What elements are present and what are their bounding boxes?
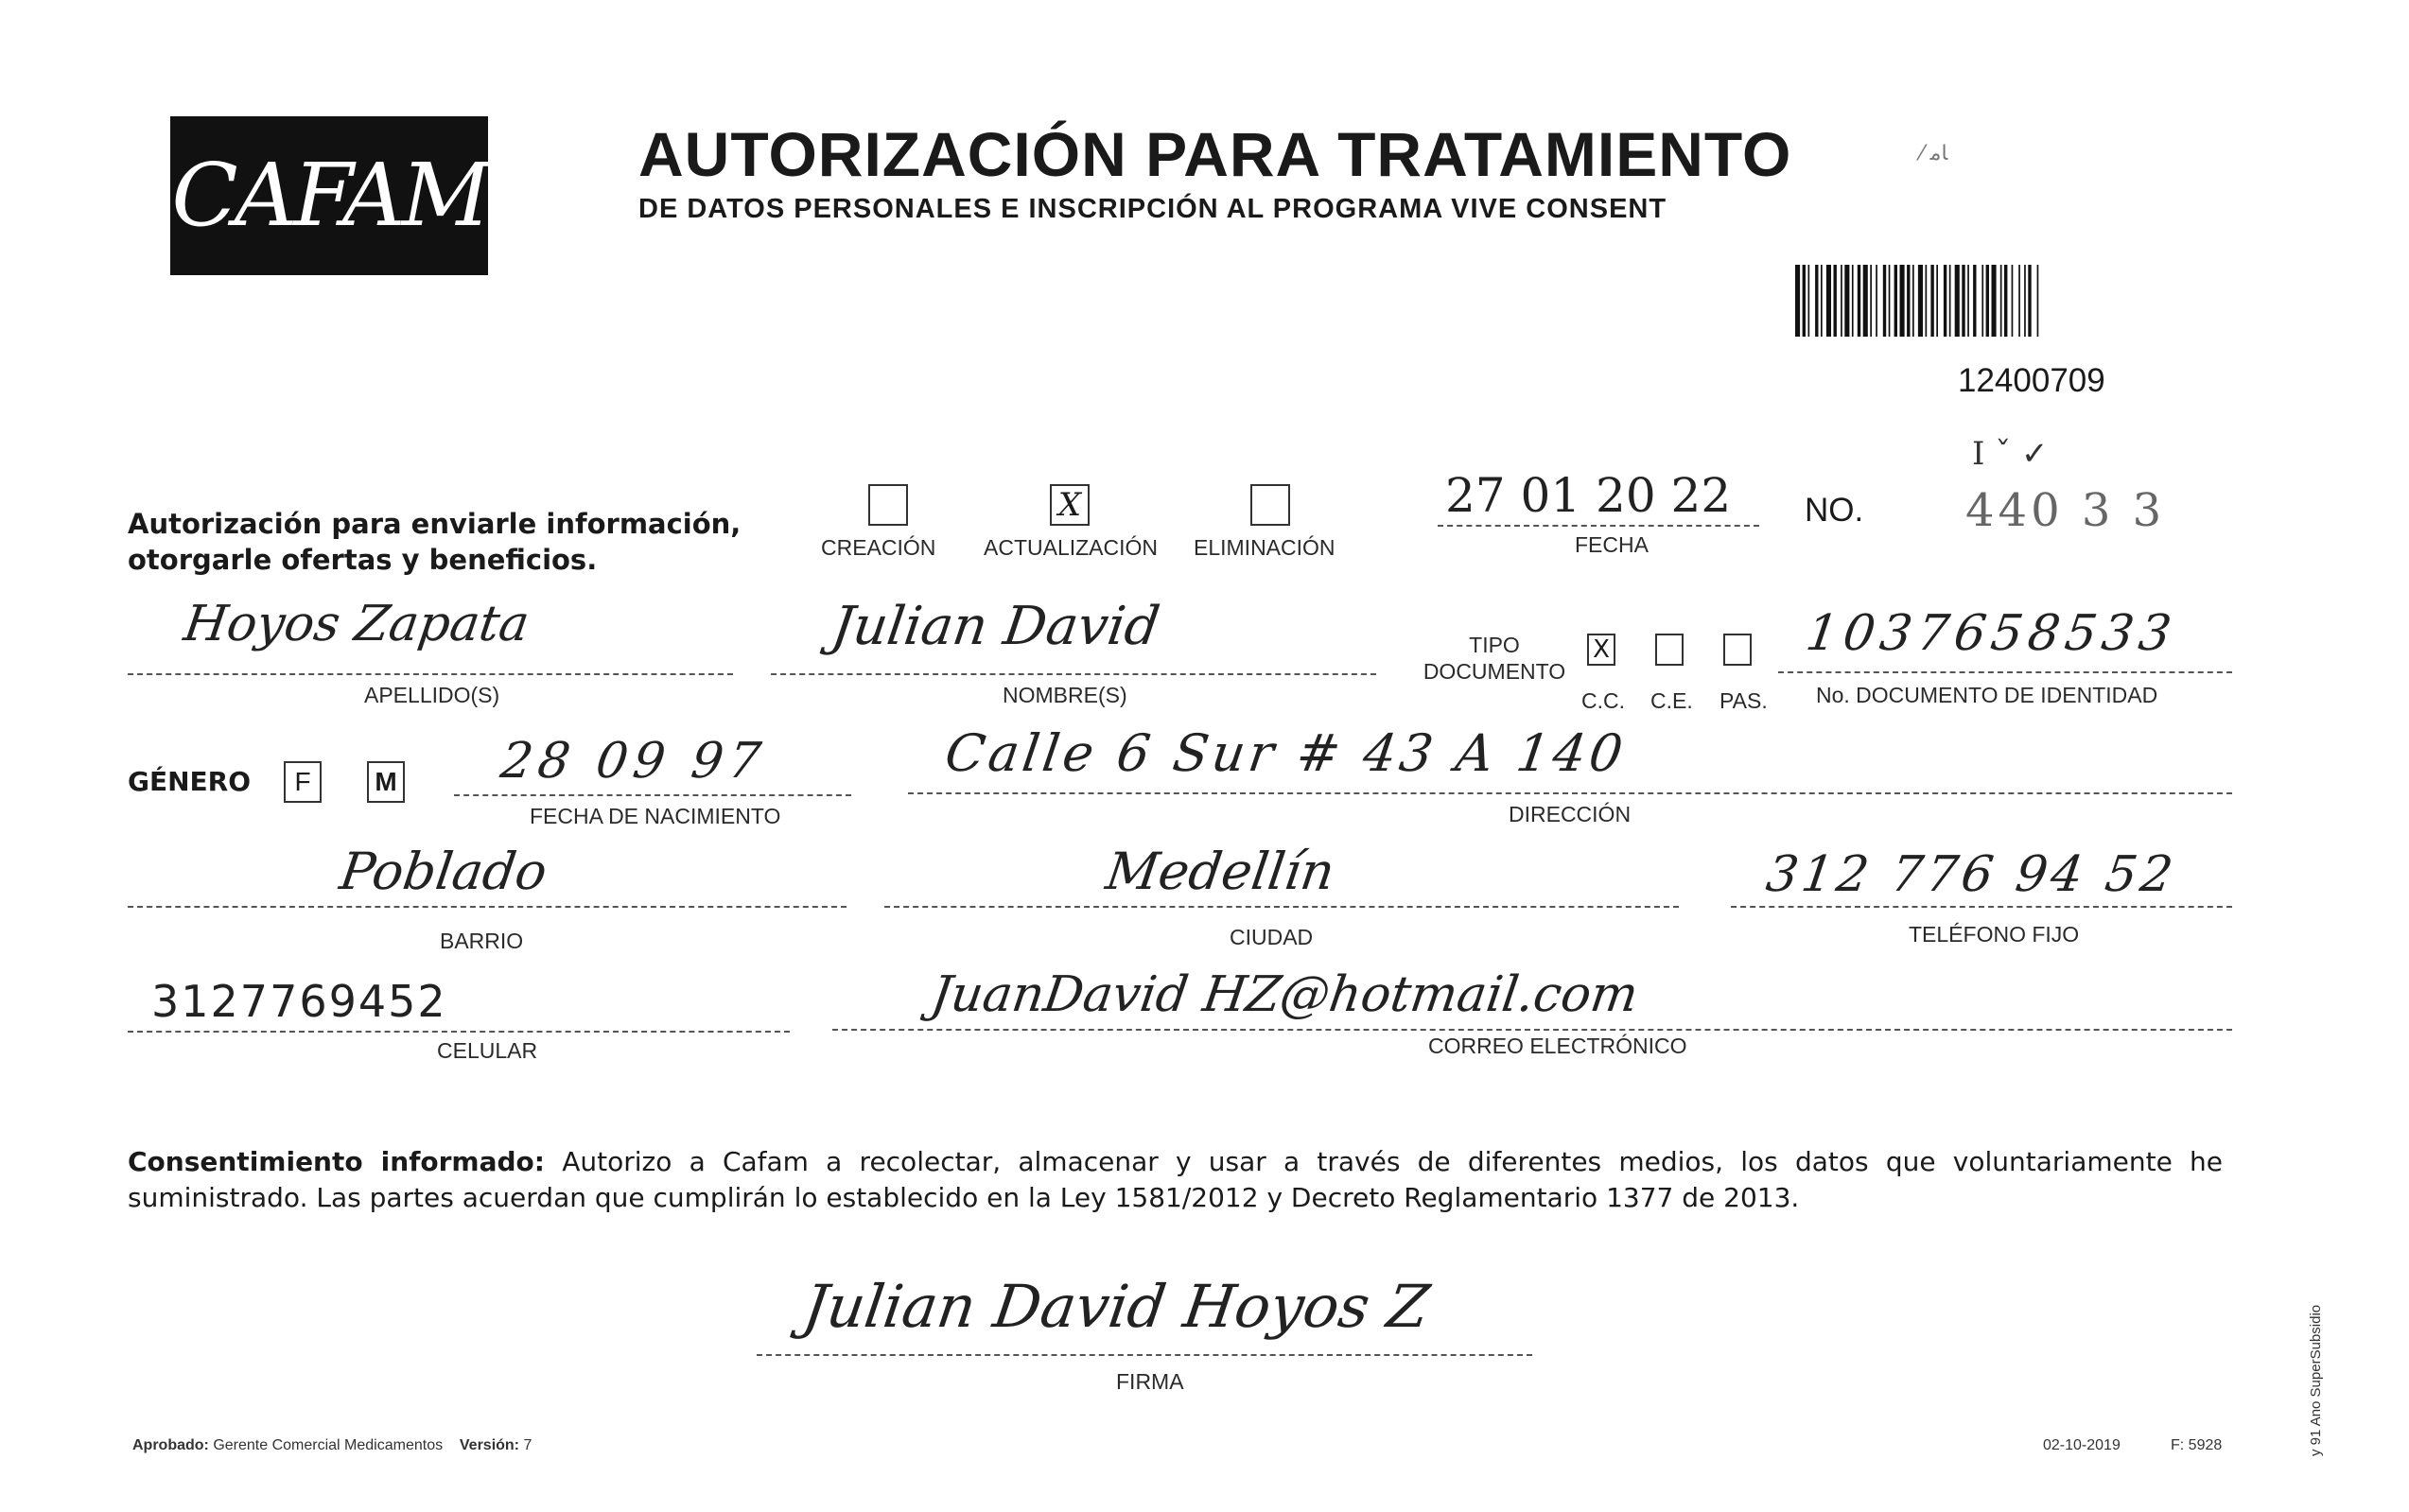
footer-approved [132,1437,532,1454]
version-value: 7 [523,1437,532,1453]
gender-f-box[interactable]: F [284,761,322,803]
barcode [1795,265,2185,337]
barcode-bar [1826,265,1831,337]
barcode-bar [1936,265,1938,337]
address-line [908,792,2232,794]
barcode-bar [1930,265,1933,337]
address-value: Calle 6 Sur # 43 A 140 [941,723,1631,783]
barcode-bar [1858,265,1860,337]
surnames-line [128,673,733,675]
barcode-bar [1949,265,1951,337]
barcode-bar [2000,265,2002,337]
surnames-value: Hoyos Zapata [180,596,533,652]
barcode-bar [2012,265,2014,337]
date-value: 27 01 20 22 [1445,468,1732,523]
city-label: CIUDAD [1230,925,1314,949]
gender-m-box[interactable]: M [367,761,405,803]
birth-value: 28 09 97 [497,733,770,790]
creation-checkbox[interactable] [868,484,908,526]
barcode-bar [1955,265,1960,337]
consent-heading: Consentimiento informado: [128,1146,545,1177]
barcode-bar [1944,265,1946,337]
side-text: y 91 Ano SuperSubsidio [2308,1304,2324,1456]
barcode-bar [1900,265,1905,337]
gender-label: GÉNERO [128,766,252,797]
barcode-bar [1981,265,1983,337]
signature-value: Julian David Hoyos Z [798,1272,1434,1341]
barcode-bar [1992,265,1997,337]
phone-value: 312 776 94 52 [1762,846,2180,903]
document-title: AUTORIZACIÓN PARA TRATAMIENTO [638,119,1792,189]
doc-ce-checkbox[interactable] [1655,634,1684,666]
neighborhood-label: BARRIO [440,929,524,953]
neighborhood-line [128,906,847,908]
barcode-bar [2024,265,2026,337]
doc-cc-label: C.C. [1581,688,1625,713]
doc-cc-checkbox[interactable]: X [1587,634,1615,666]
barcode-bar [1986,265,1989,337]
email-line [832,1029,2232,1031]
barcode-bar [1834,265,1837,337]
mobile-value: 3127769452 [151,976,447,1027]
address-label: DIRECCIÓN [1509,802,1632,826]
signature-line [757,1354,1532,1356]
footer-form-code: F: 5928 [2171,1437,2223,1453]
mobile-label: CELULAR [437,1038,538,1063]
surnames-label: APELLIDO(S) [364,683,500,707]
elimination-checkbox[interactable] [1250,484,1290,526]
creation-label: CREACIÓN [821,535,936,560]
date-line [1438,525,1759,527]
doc-number-value: 1037658533 [1802,605,2181,662]
barcode-bar [1844,265,1849,337]
elimination-label: ELIMINACIÓN [1194,535,1335,560]
doc-number-line [1778,671,2232,673]
no-value: 440 3 3 [1965,484,2166,537]
consent-paragraph [128,1144,2223,1216]
barcode-bar [1863,265,1868,337]
barcode-bar [1926,265,1928,337]
date-label: FECHA [1575,532,1649,557]
barcode-bar [1962,265,1964,337]
doc-pas-label: PAS. [1719,688,1768,713]
version-label: Versión: [459,1437,520,1453]
barcode-bar [1973,265,1976,337]
barcode-bar [1821,265,1823,337]
barcode-bar [1815,265,1818,337]
birth-line [454,794,851,796]
doc-pas-checkbox[interactable] [1723,634,1752,666]
barcode-bar [2037,265,2039,337]
barcode-bar [1912,265,1914,337]
phone-label: TELÉFONO FIJO [1909,922,2080,947]
document-subtitle: DE DATOS PERSONALES E INSCRIPCIÓN AL PROGRAMA VIVE CONSENT [638,194,1667,224]
barcode-bar [1907,265,1910,337]
names-label: NOMBRE(S) [1003,683,1127,707]
cafam-logo: CAFAM [170,116,488,275]
footer-date: 02-10-2019 [2043,1437,2121,1453]
barcode-bar [1808,265,1810,337]
approved-value: Gerente Comercial Medicamentos [213,1437,444,1453]
doc-ce-label: C.E. [1650,688,1693,713]
barcode-bar [1870,265,1872,337]
city-value: Medellín [1102,842,1338,901]
doc-type-label: TIPO DOCUMENTO [1423,633,1566,684]
barcode-bar [1841,265,1842,337]
no-value-top: I ˇ ✓ [1972,435,2049,473]
barcode-bar [1795,265,1800,337]
names-line [771,673,1376,675]
barcode-bar [2028,265,2031,337]
barcode-bar [1894,265,1897,337]
no-label: NO. [1805,492,1864,529]
barcode-bar [2018,265,2020,337]
city-line [884,906,1679,908]
email-value: JuanDavid HZ@hotmail.com [927,966,1642,1023]
barcode-bar [1967,265,1969,337]
update-checkbox[interactable]: X [1050,484,1090,526]
barcode-bar [2004,265,2007,337]
barcode-bar [1883,265,1886,337]
barcode-bar [1876,265,1877,337]
update-label: ACTUALIZACIÓN [984,535,1159,560]
barcode-number: 12400709 [1958,362,2105,399]
email-label: CORREO ELECTRÓNICO [1428,1034,1687,1058]
birth-label: FECHA DE NACIMIENTO [530,804,781,828]
corner-mark: ⁄ ﺎﻣ [1920,142,1948,165]
barcode-bar [1852,265,1854,337]
doc-number-label: No. DOCUMENTO DE IDENTIDAD [1816,683,2158,707]
barcode-bar [1918,265,1923,337]
mobile-line [128,1031,790,1033]
barcode-bar [1803,265,1806,337]
signature-label: FIRMA [1116,1369,1184,1394]
approved-label: Aprobado: [132,1437,209,1453]
phone-line [1731,906,2232,908]
names-value: Julian David [828,596,1163,657]
consent-body: Autorizo a Cafam a recolectar, almacenar y usar a través de diferentes medios, los datos que voluntariamente he suministrado. Las partes acuerdan que cumplirán lo establecido en la Ley 1581/2012 y Decreto Reglamentario 1377 de 2013. [128,1146,2223,1213]
authorization-text: Autorización para enviarle información, otorgarle ofertas y beneficios. [128,508,742,576]
barcode-bar [1889,265,1891,337]
neighborhood-value: Poblado [336,842,551,901]
